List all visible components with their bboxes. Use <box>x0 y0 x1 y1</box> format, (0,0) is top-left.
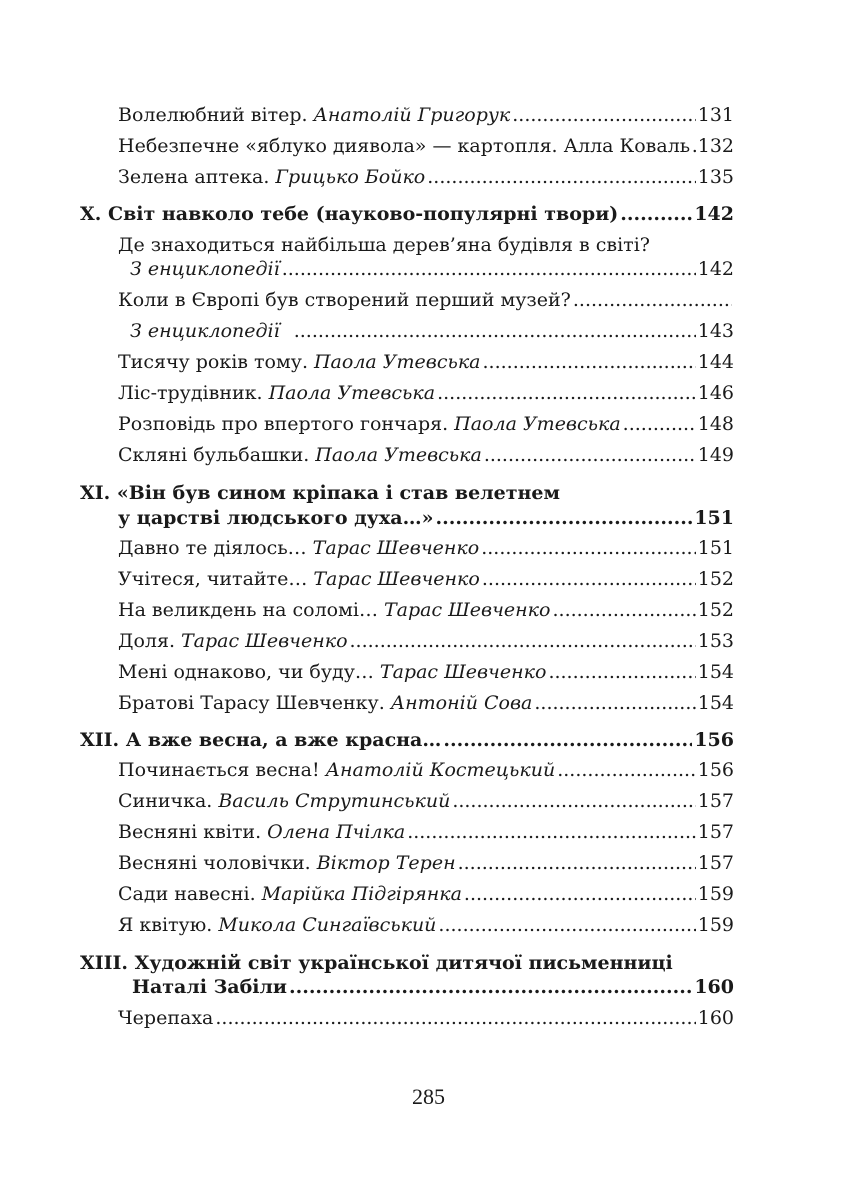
entry-title: Небезпечне «яблуко диявола» — картопля. Алла Коваль <box>118 135 691 157</box>
entry-author: Марійка Підгірянка <box>261 883 462 905</box>
section-title: X. Світ навколо тебе (науково-популярні твори) <box>80 203 619 225</box>
entry-author: Антоній Сова <box>390 692 533 714</box>
entry-title: Розповідь про впертого гончаря. <box>118 413 449 435</box>
toc-entry <box>118 133 734 159</box>
toc-entry <box>118 757 734 783</box>
section-heading <box>80 950 734 976</box>
dot-leader <box>215 1005 695 1031</box>
entry-page: 159 <box>697 914 734 936</box>
toc-entry <box>118 912 734 938</box>
entry-title: Починається весна! <box>118 759 320 781</box>
entry-author: Олена Пчілка <box>267 821 406 843</box>
entry-page: 156 <box>697 759 734 781</box>
dot-leader <box>289 974 692 1000</box>
entry-title: Сади навесні. <box>118 883 256 905</box>
entry-title: Тисячу років тому. <box>118 351 308 373</box>
entry-title: Синичка. <box>118 790 213 812</box>
section-title: XII. А вже весна, а вже красна… <box>80 729 442 751</box>
entry-title: Давно те діялось… <box>118 537 307 559</box>
dot-leader <box>407 819 696 845</box>
entry-title: Мені однаково, чи буду… <box>118 661 374 683</box>
entry-page: 157 <box>697 790 734 812</box>
dot-leader <box>552 597 695 623</box>
toc-entry <box>118 659 734 685</box>
entry-page: 131 <box>697 104 734 126</box>
dot-leader <box>282 256 696 282</box>
dot-leader <box>484 442 696 468</box>
toc-entry <box>118 788 734 814</box>
entry-page: 142 <box>697 258 734 280</box>
toc-entry <box>118 102 734 128</box>
entry-author: Паола Утевська <box>454 413 621 435</box>
dot-leader <box>512 102 696 128</box>
dot-leader <box>482 566 696 592</box>
entry-page: 160 <box>697 1007 734 1029</box>
entry-author: Паола Утевська <box>313 351 481 373</box>
dot-leader <box>573 287 732 313</box>
entry-author: Віктор Терен <box>316 852 456 874</box>
entry-page: 146 <box>697 382 734 404</box>
dot-leader <box>623 411 696 437</box>
entry-title: Скляні бульбашки. <box>118 444 310 466</box>
dot-leader <box>464 881 696 907</box>
section-page: 142 <box>694 203 734 225</box>
section-title: XI. «Він був сином кріпака і став велетнем <box>80 482 560 504</box>
dot-leader <box>443 727 692 753</box>
entry-page: 152 <box>697 599 734 621</box>
dot-leader <box>557 757 696 783</box>
entry-title: Волелюбний вітер. <box>118 104 308 126</box>
dot-leader <box>435 505 692 531</box>
section-title: Наталі Забіли <box>132 976 287 998</box>
entry-page: .132 <box>691 135 734 157</box>
entry-title: Учітеся, читайте… <box>118 568 308 590</box>
toc-entry <box>118 1005 734 1031</box>
entry-author: Тарас Шевченко <box>379 661 547 683</box>
toc-entry <box>118 628 734 654</box>
toc-entry <box>118 535 734 561</box>
entry-title: Ліс-трудівник. <box>118 382 263 404</box>
dot-leader <box>458 850 696 876</box>
dot-leader <box>620 201 692 227</box>
toc-entry <box>118 566 734 592</box>
dot-leader <box>427 164 695 190</box>
section-title: XIII. Художній світ української дитячої письменниці <box>80 952 673 974</box>
toc-entry <box>118 256 734 282</box>
entry-author: Грицько Бойко <box>275 166 426 188</box>
entry-author: Василь Струтинський <box>218 790 451 812</box>
entry-author: Тарас Шевченко <box>383 599 551 621</box>
toc-entry <box>118 232 734 258</box>
entry-title: Доля. <box>118 630 175 652</box>
entry-author: З енциклопедії <box>130 258 280 280</box>
dot-leader <box>452 788 695 814</box>
entry-title: Коли в Європі був створений перший музей? <box>118 289 571 311</box>
entry-page: 144 <box>697 351 734 373</box>
section-heading <box>80 480 734 506</box>
entry-page: 153 <box>697 630 734 652</box>
dot-leader <box>438 912 695 938</box>
entry-page: 149 <box>697 444 734 466</box>
entry-page: 152 <box>697 568 734 590</box>
section-page: 156 <box>694 729 734 751</box>
entry-page: 157 <box>697 821 734 843</box>
entry-page: 154 <box>697 661 734 683</box>
entry-title: Я квітую. <box>118 914 213 936</box>
section-heading <box>80 727 734 753</box>
section-heading <box>80 201 734 227</box>
entry-page: 135 <box>697 166 734 188</box>
entry-title: Весняні чоловічки. <box>118 852 311 874</box>
dot-leader <box>534 690 695 716</box>
dot-leader <box>350 628 696 654</box>
entry-author: Тарас Шевченко <box>312 537 480 559</box>
dot-leader <box>483 349 696 375</box>
dot-leader <box>294 318 696 344</box>
entry-page: 157 <box>697 852 734 874</box>
section-heading <box>132 974 734 1000</box>
dot-leader <box>481 535 696 561</box>
entry-author: Тарас Шевченко <box>180 630 348 652</box>
entry-title: Братові Тарасу Шевченку. <box>118 692 385 714</box>
entry-page: 154 <box>697 692 734 714</box>
section-page: 151 <box>694 507 734 529</box>
toc-entry <box>118 881 734 907</box>
entry-author: Паола Утевська <box>315 444 482 466</box>
toc-entry <box>118 287 734 313</box>
entry-title: Де знаходиться найбільша дерев’яна будівля в світі? <box>118 234 650 256</box>
toc-entry <box>118 318 734 344</box>
entry-title: Зелена аптека. <box>118 166 270 188</box>
entry-title: Весняні квіти. <box>118 821 262 843</box>
toc-entry <box>118 819 734 845</box>
toc-entry <box>118 597 734 623</box>
section-page: 160 <box>694 976 734 998</box>
entry-title: Черепаха <box>118 1007 214 1029</box>
dot-leader <box>548 659 695 685</box>
entry-author: Анатолій Костецький <box>325 759 556 781</box>
entry-page: 151 <box>697 537 734 559</box>
toc-entry <box>118 442 734 468</box>
page-number: 285 <box>412 1084 445 1109</box>
toc-entry <box>118 380 734 406</box>
toc-entry <box>118 690 734 716</box>
toc-entry <box>118 411 734 437</box>
entry-author: Тарас Шевченко <box>313 568 480 590</box>
entry-page: 159 <box>697 883 734 905</box>
entry-author: Анатолій Григорук <box>313 104 511 126</box>
entry-page: 148 <box>697 413 734 435</box>
entry-page: 143 <box>697 320 734 342</box>
toc-entry <box>118 164 734 190</box>
entry-author: Паола Утевська <box>268 382 436 404</box>
entry-author: Микола Сингаївський <box>218 914 437 936</box>
entry-author: З енциклопедії <box>130 320 280 342</box>
toc-entry <box>118 349 734 375</box>
dot-leader <box>437 380 696 406</box>
section-heading <box>118 505 734 531</box>
toc-entry <box>118 850 734 876</box>
entry-title: На великдень на соломі… <box>118 599 378 621</box>
section-title: у царстві людського духа…» <box>118 507 434 529</box>
